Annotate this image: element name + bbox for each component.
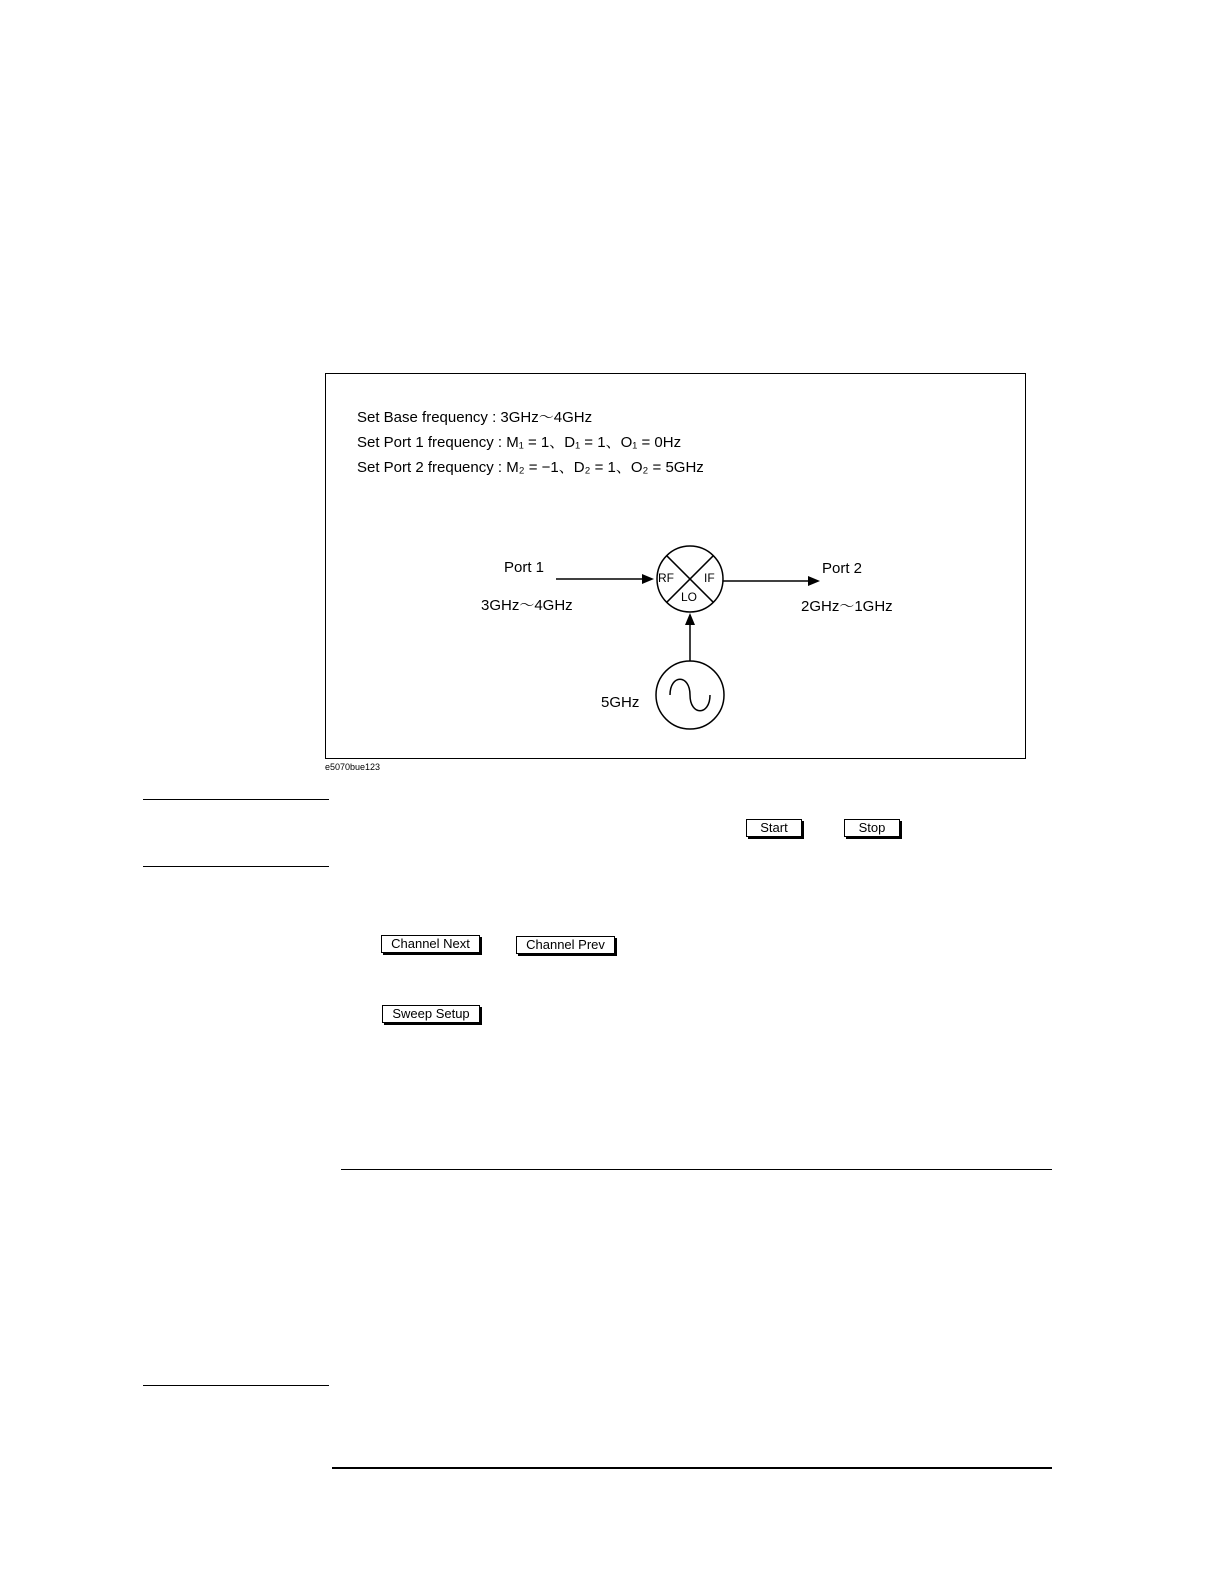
section-rule: [341, 1169, 1052, 1170]
footer-rule: [332, 1467, 1052, 1469]
sine-wave-icon: [670, 679, 710, 711]
mixer-if-label: IF: [704, 571, 715, 585]
port2-range: 2GHz～1GHz: [801, 598, 893, 615]
channel-next-key-button[interactable]: Channel Next: [381, 935, 480, 953]
mixer-rf-label: RF: [658, 571, 674, 585]
start-key-button[interactable]: Start: [746, 819, 802, 837]
note-rule-bottom: [143, 866, 329, 867]
setting-port2-frequency: Set Port 2 frequency : M₂ = −1、D₂ = 1、O₂ = 5GHz: [357, 459, 704, 476]
mixer-lo-label: LO: [681, 590, 698, 604]
lo-arrowhead: [685, 613, 695, 625]
figure-caption: e5070bue123: [325, 762, 381, 772]
port2-label: Port 2: [822, 560, 863, 577]
port2-arrowhead: [808, 576, 820, 586]
port1-range: 3GHz～4GHz: [481, 597, 573, 614]
sweep-setup-key-button[interactable]: Sweep Setup: [382, 1005, 480, 1023]
lo-frequency-label: 5GHz: [601, 694, 640, 711]
port1-arrowhead: [642, 574, 654, 584]
setting-port1-frequency: Set Port 1 frequency : M₁ = 1、D₁ = 1、O₁ = 0Hz: [357, 434, 682, 451]
stop-key-button[interactable]: Stop: [844, 819, 900, 837]
channel-prev-key-button[interactable]: Channel Prev: [516, 936, 615, 954]
note-rule-lower: [143, 1385, 329, 1386]
note-rule-top: [143, 799, 329, 800]
port1-label: Port 1: [504, 559, 545, 576]
setting-base-frequency: Set Base frequency : 3GHz～4GHz: [357, 409, 593, 426]
